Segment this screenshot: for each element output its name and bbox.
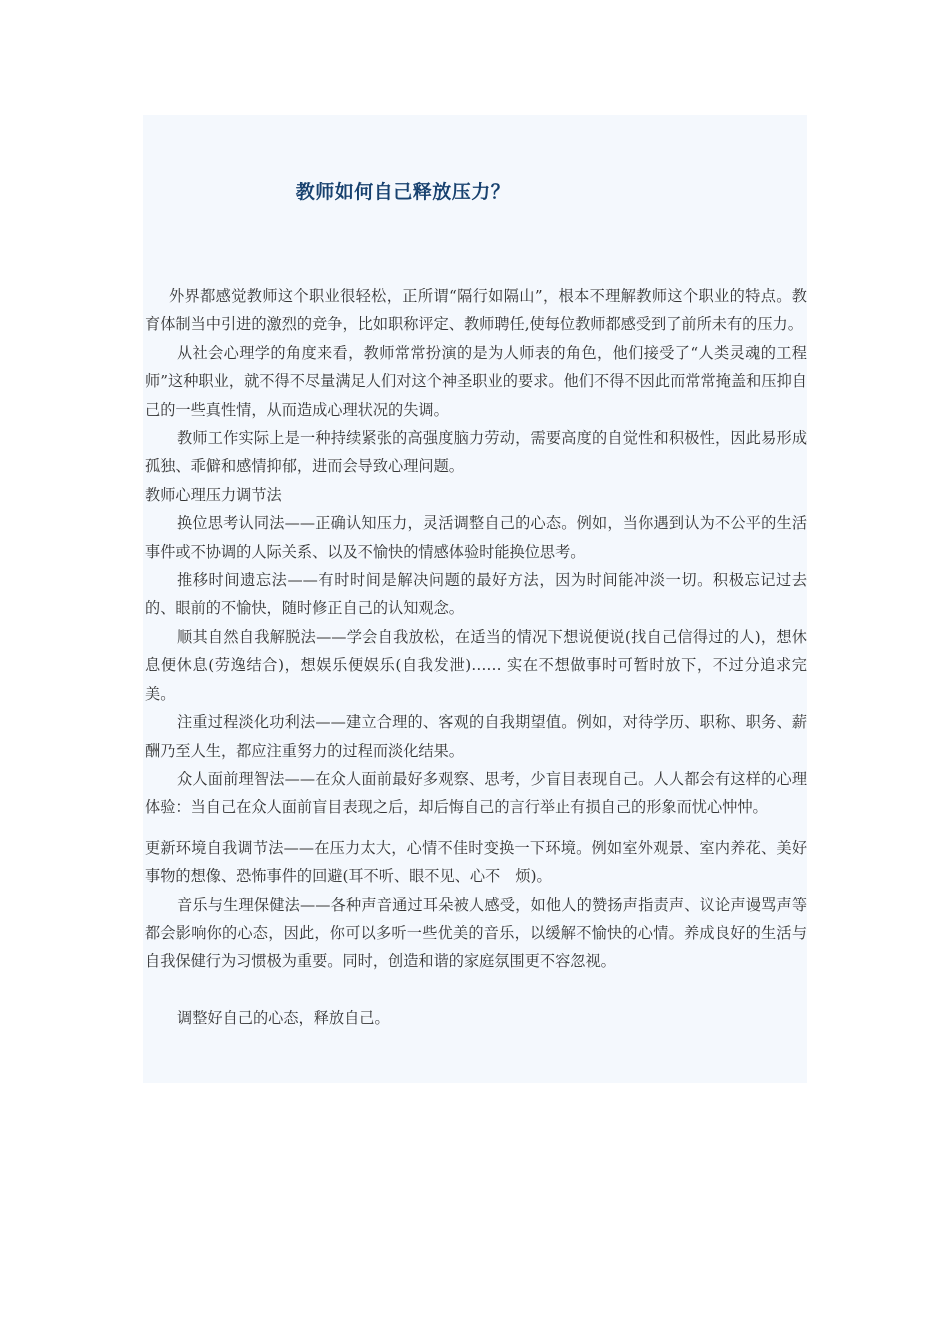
paragraph-method-music: 音乐与生理保健法——各种声音通过耳朵被人感受，如他人的赞扬声指责声、议论声谩骂声等都会影响你的心态，因此，你可以多听一些优美的音乐，以缓解不愉快的心情。养成良好的生活与自我保健行为习惯极为重要。同时，创造和谐的家庭氛围更不容忽视。 [145, 895, 807, 971]
paragraph-method-time: 推移时间遗忘法——有时时间是解决问题的最好方法，因为时间能冲淡一切。积极忘记过去的、眼前的不愉快，随时修正自己的认知观念。 [145, 571, 807, 618]
paragraph-method-nature: 顺其自然自我解脱法——学会自我放松，在适当的情况下想说便说(找自己信得过的人)，想休息便休息(劳逸结合)，想娱乐便娱乐(自我发泄)…… 实在不想做事时可暂时放下，不过分追求完美。 [145, 627, 807, 703]
document-title: 教师如何自己释放压力？ [295, 181, 511, 203]
paragraph-intro: 外界都感觉教师这个职业很轻松，正所谓“隔行如隔山”，根本不理解教师这个职业的特点。教育体制当中引进的激烈的竞争，比如职称评定、教师聘任,使每位教师都感受到了前所未有的压力。 [145, 287, 807, 334]
paragraph-work-nature: 教师工作实际上是一种持续紧张的高强度脑力劳动，需要高度的自觉性和积极性，因此易形成孤独、乖僻和感情抑郁，进而会导致心理问题。 [145, 429, 807, 476]
paragraph-method-public: 众人面前理智法——在众人面前最好多观察、思考，少盲目表现自己。人人都会有这样的心理体验：当自己在众人面前盲目表现之后，却后悔自己的言行举止有损自己的形象而忧心忡忡。 [145, 769, 807, 817]
paragraph-method-process: 注重过程淡化功利法——建立合理的、客观的自我期望值。例如，对待学历、职称、职务、薪酬乃至人生，都应注重努力的过程而淡化结果。 [145, 713, 807, 760]
paragraph-method-environment: 更新环境自我调节法——在压力太大，心情不佳时变换一下环境。例如室外观景、室内养花、美好事物的想像、恐怖事件的回避(耳不听、眼不见、心不 烦)。 [145, 838, 807, 886]
paragraph-method-empathy: 换位思考认同法——正确认知压力，灵活调整自己的心态。例如，当你遇到认为不公平的生活事件或不协调的人际关系、以及不愉快的情感体验时能换位思考。 [145, 514, 807, 561]
paragraph-social-psychology: 从社会心理学的角度来看，教师常常扮演的是为人师表的角色，他们接受了“人类灵魂的工程师”这种职业，就不得不尽量满足人们对这个神圣职业的要求。他们不得不因此而常常掩盖和压抑自己的一些真性情，从而造成心理状况的失调。 [145, 343, 807, 419]
section-heading: 教师心理压力调节法 [145, 485, 282, 504]
paragraph-conclusion: 调整好自己的心态，释放自己。 [177, 1008, 390, 1027]
document-body [145, 282, 807, 1032]
